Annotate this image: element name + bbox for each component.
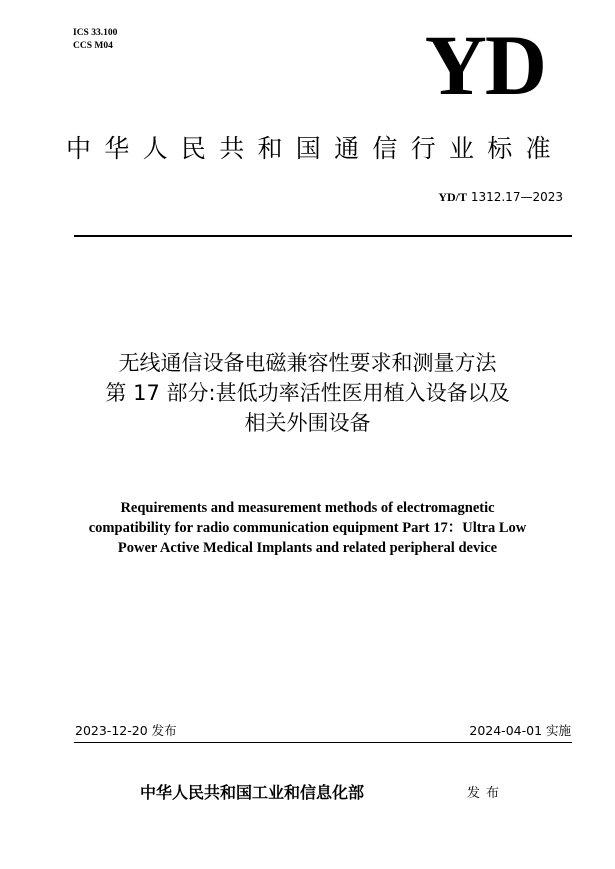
top-divider	[74, 235, 572, 237]
chinese-title-line: 无线通信设备电磁兼容性要求和测量方法	[118, 351, 497, 375]
english-title-line: Requirements and measurement methods of electromagnetic	[120, 500, 495, 516]
bottom-divider	[74, 742, 572, 743]
classification-codes	[73, 27, 117, 53]
chinese-title-line: 相关外围设备	[244, 411, 371, 435]
english-title-line: compatibility for radio communication equipment Part 17：Ultra Low	[88, 520, 527, 536]
issue-date: 2023-12-20 发布	[75, 723, 177, 738]
implementation-date: 2024-04-01 实施	[469, 723, 571, 738]
standard-category: 中华人民共和国通信行业标准	[66, 134, 564, 163]
standard-number-prefix: YD/T	[438, 190, 467, 204]
publisher-name: 中华人民共和国工业和信息化部	[140, 783, 365, 802]
yd-logo: YD	[424, 17, 545, 113]
english-title	[40, 498, 575, 558]
ccs-code: CCS M04	[73, 41, 113, 51]
publish-label: 发布	[467, 786, 506, 801]
standard-number	[438, 190, 563, 204]
chinese-title	[0, 348, 615, 438]
chinese-title-line: 第 17 部分:甚低功率活性医用植入设备以及	[105, 381, 510, 405]
ics-code: ICS 33.100	[73, 28, 118, 38]
english-title-line: Power Active Medical Implants and related peripheral device	[117, 540, 498, 556]
standard-number-value: 1312.17—2023	[470, 190, 563, 204]
